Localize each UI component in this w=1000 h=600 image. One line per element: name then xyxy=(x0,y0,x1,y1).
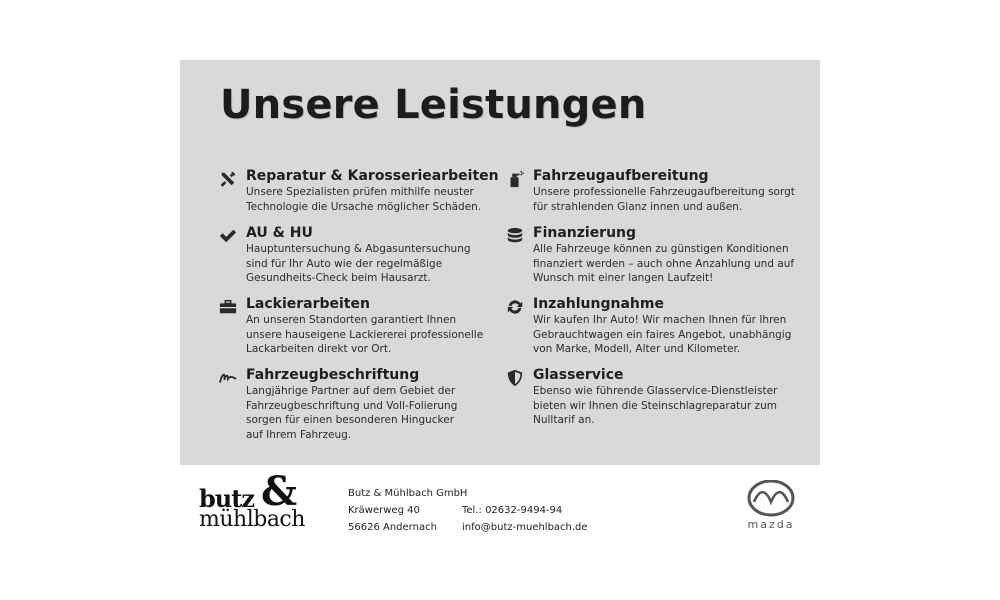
service-title: Lackierarbeiten xyxy=(246,296,370,312)
service-title: Glasservice xyxy=(533,367,624,383)
butz-muehlbach-logo xyxy=(197,468,337,536)
city: 56626 Andernach xyxy=(348,522,437,533)
service-item xyxy=(533,367,803,428)
service-item xyxy=(533,225,803,286)
coins-icon xyxy=(505,226,525,246)
shield-icon xyxy=(505,368,525,388)
signature-icon xyxy=(218,368,238,388)
street: Kräwerweg 40 xyxy=(348,505,420,516)
logo-word-muehlbach: mühlbach xyxy=(199,507,305,532)
service-text: Hauptuntersuchung & Abgasuntersuchung sind für Ihr Auto wie der regelmäßige Gesundheits-Check beim Hausarzt. xyxy=(246,243,471,284)
page-title: Unsere Leistungen xyxy=(220,82,647,128)
tools-icon xyxy=(218,169,238,189)
service-title: Inzahlungnahme xyxy=(533,296,664,312)
company-name: Butz & Mühlbach GmbH xyxy=(348,488,468,499)
service-text: An unseren Standorten garantiert Ihnen unsere hauseigene Lackiererei professionelle Lackarbeiten direkt vor Ort. xyxy=(246,314,484,355)
service-text: Unsere Spezialisten prüfen mithilfe neuster Technologie die Ursache möglicher Schäden. xyxy=(246,186,482,213)
contact-details xyxy=(462,502,588,536)
email-link[interactable]: info@butz-muehlbach.de xyxy=(462,522,588,533)
phone: Tel.: 02632-9494-94 xyxy=(462,505,563,516)
service-title: Fahrzeugaufbereitung xyxy=(533,168,709,184)
service-text: Unsere professionelle Fahrzeugaufbereitung sorgt für strahlenden Glanz innen und außen. xyxy=(533,186,795,213)
logo-word-butz: butz xyxy=(199,484,254,513)
service-item xyxy=(533,296,803,357)
service-item xyxy=(246,367,506,442)
service-text: Ebenso wie führende Glasservice-Dienstleister bieten wir Ihnen die Steinschlagreparatur zum Nulltarif an. xyxy=(533,385,778,426)
spray-bottle-icon xyxy=(505,169,525,189)
service-title: Finanzierung xyxy=(533,225,637,241)
service-item xyxy=(533,168,803,214)
service-text: Wir kaufen Ihr Auto! Wir machen Ihnen für Ihren Gebrauchtwagen ein faires Angebot, unabhängig von Marke, Modell, Alter und Kilometer. xyxy=(533,314,792,355)
service-text: Langjährige Partner auf dem Gebiet der Fahrzeugbeschriftung und Voll-Folierung sorgen für einen besonderen Hingucker auf Ihrem Fahrzeug. xyxy=(246,385,458,441)
toolbox-icon xyxy=(218,297,238,317)
service-item xyxy=(246,296,506,357)
service-item xyxy=(246,168,506,214)
service-title: Reparatur & Karosseriearbeiten xyxy=(246,168,499,184)
service-text: Alle Fahrzeuge können zu günstigen Konditionen finanziert werden – auch ohne Anzahlung und auf Wunsch mit einer langen Laufzeit! xyxy=(533,243,795,284)
mazda-emblem-icon xyxy=(738,480,804,520)
mazda-logo xyxy=(738,480,804,534)
logo-ampersand: & xyxy=(261,468,298,515)
sync-icon xyxy=(505,297,525,317)
contact-address xyxy=(348,485,467,536)
service-title: Fahrzeugbeschriftung xyxy=(246,367,420,383)
service-title: AU & HU xyxy=(246,225,313,241)
mazda-wordmark: mazda xyxy=(747,518,795,531)
services-panel xyxy=(180,60,820,465)
double-check-icon xyxy=(218,226,238,246)
service-item xyxy=(246,225,506,286)
